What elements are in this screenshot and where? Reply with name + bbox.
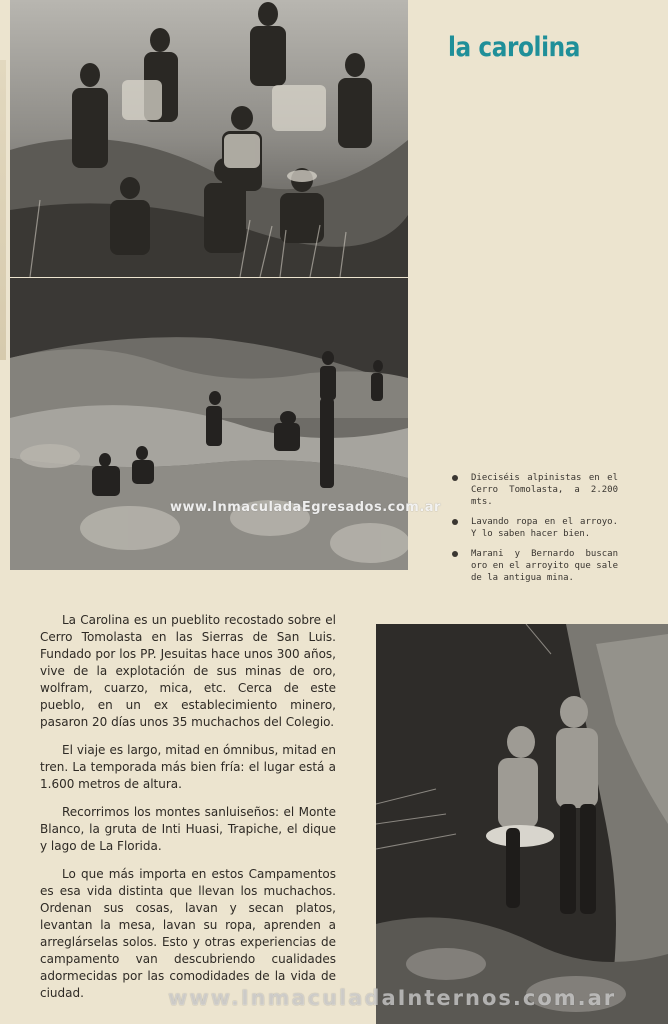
photo-panning-gold — [376, 624, 668, 1024]
article-title: la carolina — [448, 32, 580, 63]
photo-alpinists — [10, 0, 408, 277]
caption-text: Lavando ropa en el arroyo. Y lo saben hacer bien. — [471, 517, 618, 539]
caption-gold — [452, 548, 618, 584]
watermark-egresados: www.InmaculadaEgresados.com.ar — [170, 500, 441, 515]
body-paragraph: Lo que más importa en estos Campamentos es esa vida distinta que llevan los muchachos. Ordenan sus cosas, lavan y secan platos, levantan la mesa, lavan su ropa, aprenden a arreglárselas solos. Esto y otras experiencias de campamento van descubriendo cualidades adormecidas por las comodidades de la vida de ciudad. — [40, 867, 336, 1000]
caption-text: Dieciséis alpinistas en el Cerro Tomolasta, a 2.200 mts. — [471, 473, 618, 507]
bullet-icon — [452, 519, 458, 525]
body-paragraph: Recorrimos los montes sanluiseños: el Monte Blanco, la gruta de Inti Huasi, Trapiche, el dique y lago de La Florida. — [40, 805, 336, 853]
watermark-internos: www.InmaculadaInternos.com.ar — [168, 986, 617, 1010]
photo-captions — [452, 472, 618, 592]
caption-alpinists — [452, 472, 618, 508]
bullet-icon — [452, 475, 458, 481]
photo-washing-stream — [10, 278, 408, 570]
caption-washing — [452, 516, 618, 540]
bullet-icon — [452, 551, 458, 557]
page-gutter — [0, 60, 6, 360]
body-paragraph: La Carolina es un pueblito recostado sobre el Cerro Tomolasta en las Sierras de San Luis. Fundado por los PP. Jesuitas hace unos 300 años, vive de la explotación de sus minas de oro, wolfram, cuarzo, mica, etc. Cerca de este pueblo, en un ex establecimiento minero, pasaron 20 días unos 35 muchachos del Colegio. — [40, 613, 336, 729]
caption-text: Marani y Bernardo buscan oro en el arroyito que sale de la antigua mina. — [471, 549, 618, 583]
body-paragraph: El viaje es largo, mitad en ómnibus, mitad en tren. La temporada más bien fría: el lugar está a 1.600 metros de altura. — [40, 743, 336, 791]
article-body — [40, 612, 336, 1013]
